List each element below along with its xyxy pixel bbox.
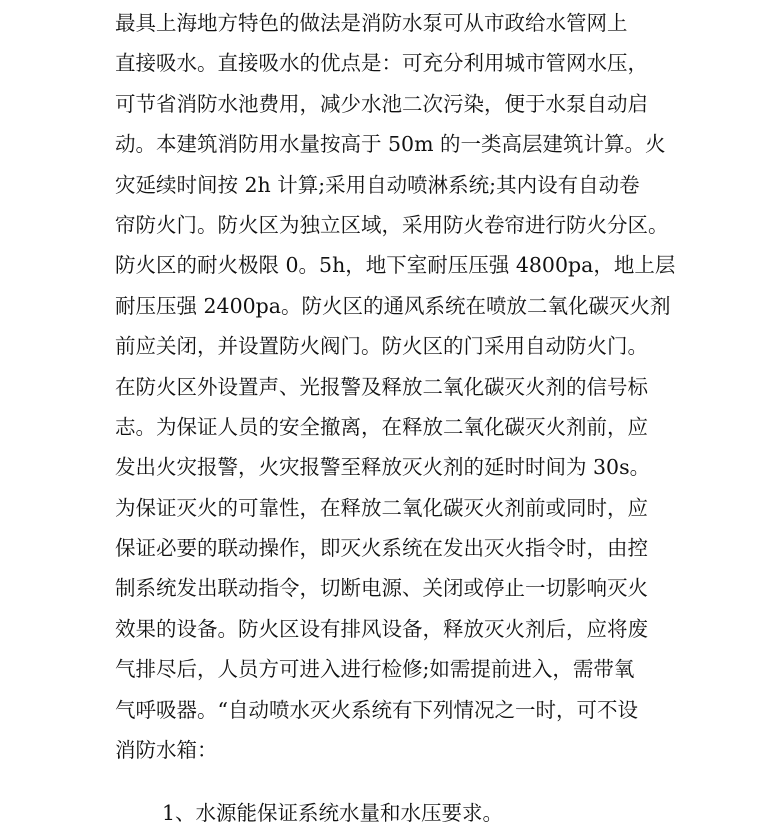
paragraph-line: 保证必要的联动操作，即灭火系统在发出灭火指令时，由控 — [115, 536, 648, 561]
paragraph-line: 耐压压强 2400pa。防火区的通风系统在喷放二氧化碳灭火剂 — [115, 293, 671, 318]
paragraph-line: 直接吸水。直接吸水的优点是：可充分利用城市管网水压， — [115, 51, 648, 76]
body-paragraph — [115, 0, 675, 770]
paragraph-line: 灾延续时间按 2h 计算;采用自动喷淋系统;其内设有自动卷 — [115, 172, 640, 197]
paragraph-line: 最具上海地方特色的做法是消防水泵可从市政给水管网上 — [115, 11, 628, 35]
paragraph-line: 动。本建筑消防用水量按高于 50m 的一类高层建筑计算。火 — [115, 132, 666, 157]
paragraph-line: 消防水箱： — [115, 738, 218, 763]
numbered-list-item: 1、水源能保证系统水量和水压要求。 — [162, 801, 504, 825]
paragraph-line: 志。为保证人员的安全撤离，在释放二氧化碳灭火剂前，应 — [115, 414, 648, 439]
paragraph-line: 可节省消防水池费用，减少水池二次污染，便于水泵自动启 — [115, 91, 648, 116]
paragraph-line: 发出火灾报警，火灾报警至释放灭火剂的延时时间为 30s。 — [115, 455, 651, 480]
paragraph-line: 制系统发出联动指令，切断电源、关闭或停止一切影响灭火 — [115, 576, 648, 601]
paragraph-line: 在防火区外设置声、光报警及释放二氧化碳灭火剂的信号标 — [115, 374, 648, 399]
paragraph-line: 效果的设备。防火区设有排风设备，释放灭火剂后，应将废 — [115, 616, 648, 641]
paragraph-line: 帘防火门。防火区为独立区域，采用防火卷帘进行防火分区。 — [115, 212, 669, 237]
paragraph-line: 气呼吸器。“自动喷水灭火系统有下列情况之一时，可不设 — [115, 697, 638, 722]
paragraph-line: 为保证灭火的可靠性，在释放二氧化碳灭火剂前或同时，应 — [115, 495, 648, 520]
paragraph-line: 气排尽后，人员方可进入进行检修;如需提前进入，需带氧 — [115, 657, 635, 682]
paragraph-line: 防火区的耐火极限 0。5h，地下室耐压压强 4800pa，地上层 — [115, 253, 676, 278]
paragraph-line: 前应关闭，并设置防火阀门。防火区的门采用自动防火门。 — [115, 334, 648, 359]
